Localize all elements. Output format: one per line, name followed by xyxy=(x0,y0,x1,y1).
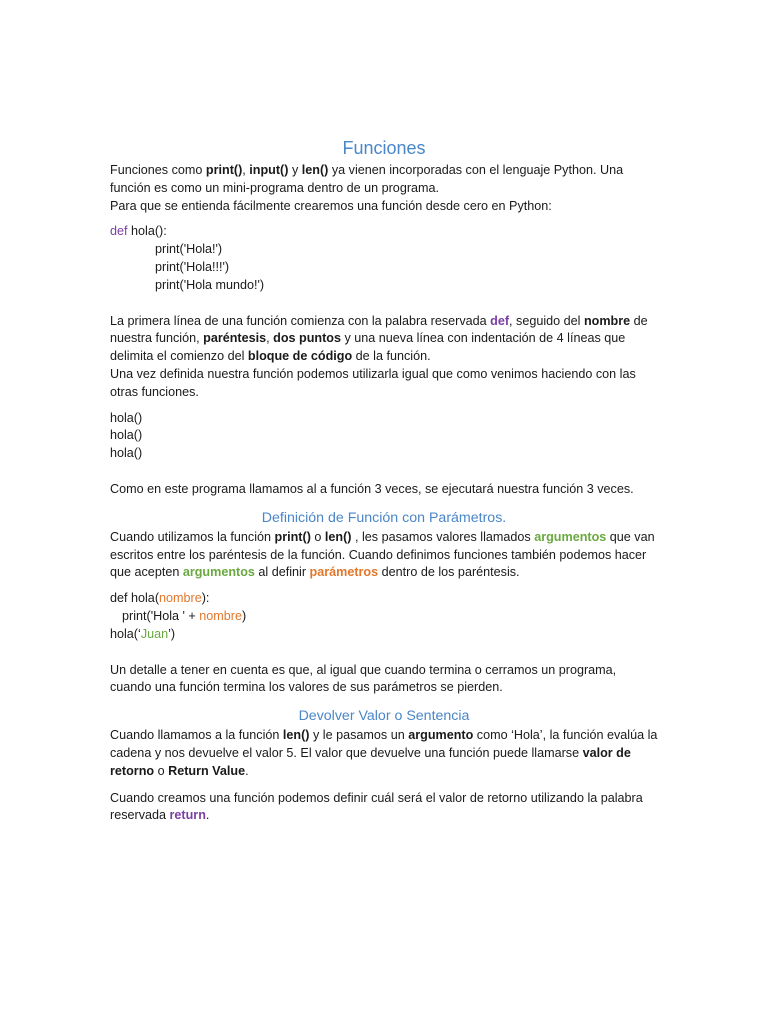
print-func: print() xyxy=(205,163,243,177)
code-line xyxy=(110,608,658,626)
code-block-1 xyxy=(110,223,658,294)
code-text: def hola( xyxy=(110,591,160,606)
paragraph-def-explanation xyxy=(110,313,658,366)
intro-text: ya vienen incorporadas con el lenguaje Python. Una función es como un mini-programa dentro de un programa. xyxy=(110,163,624,195)
body-text: Cuando utilizamos la función xyxy=(110,529,275,544)
body-text: , xyxy=(266,331,274,346)
code-line: hola() xyxy=(110,446,143,461)
bold-term: dos puntos xyxy=(273,331,341,346)
code-text: ) xyxy=(241,608,247,623)
body-text: que van escritos entre los paréntesis de la función. Cuando definimos funciones también podemos hacer que acepten xyxy=(110,529,655,580)
body-text: La primera línea de una función comienza con la palabra reservada xyxy=(110,313,491,328)
body-text: . xyxy=(245,763,249,778)
paragraph-return-keyword xyxy=(110,790,658,826)
bold-term: valor de retorno xyxy=(110,745,631,778)
bold-term: paréntesis xyxy=(203,331,267,346)
paragraph-parameters xyxy=(110,529,658,582)
param-name: nombre xyxy=(199,608,242,623)
code-text: ): xyxy=(201,591,210,606)
def-keyword: def xyxy=(490,313,510,328)
parametros-term: parámetros xyxy=(309,565,379,580)
code-line: print('Hola!') xyxy=(155,242,223,257)
code-line xyxy=(110,626,658,644)
section-heading-parameters: Definición de Función con Parámetros. xyxy=(261,509,507,526)
paragraph-scope: Un detalle a tener en cuenta es que, al igual que cuando termina o cerramos un programa, cuando una función termina los valores de sus parámetros se pierden. xyxy=(110,662,617,695)
intro-text: , xyxy=(242,163,250,177)
len-func: len() xyxy=(282,728,310,743)
bold-term: Return Value xyxy=(168,763,246,778)
paragraph-usage: Una vez definida nuestra función podemos utilizarla igual que como venimos haciendo con las otras funciones. xyxy=(110,366,636,399)
argumentos-term: argumentos xyxy=(534,529,607,544)
param-name: nombre xyxy=(159,591,202,606)
body-text: o xyxy=(154,763,169,778)
document-body xyxy=(110,136,658,825)
body-text: de nuestra función, xyxy=(110,313,648,346)
argument-value: Juan xyxy=(140,626,169,641)
body-text: de la función. xyxy=(352,349,431,364)
body-text: , seguido del xyxy=(509,313,584,328)
code-text: hola(): xyxy=(127,224,167,239)
code-text: print('Hola ' + xyxy=(122,608,200,623)
code-line: print('Hola!!!') xyxy=(155,259,230,274)
bold-term: bloque de código xyxy=(247,349,353,364)
paragraph-return-value xyxy=(110,727,658,780)
code-line xyxy=(110,590,658,608)
body-text: y una nueva línea con indentación de 4 líneas que delimita el comienzo del xyxy=(110,331,626,364)
len-func: len() xyxy=(324,529,352,544)
code-block-3 xyxy=(110,590,658,643)
body-text: o xyxy=(310,529,325,544)
intro-text: Funciones como xyxy=(110,163,206,177)
body-text: , les pasamos valores llamados xyxy=(351,529,535,544)
page-title: Funciones xyxy=(342,138,426,158)
code-line xyxy=(110,223,658,241)
code-text: ’) xyxy=(168,626,176,641)
bold-term: nombre xyxy=(583,313,631,328)
paragraph-calls: Como en este programa llamamos al a función 3 veces, se ejecutará nuestra función 3 veces. xyxy=(110,481,634,496)
body-text: como ‘Hola’, la función evalúa la cadena y nos devuelve el valor 5. El valor que devuelve una función puede llamarse xyxy=(110,728,658,760)
body-text: Cuando creamos una función podemos definir cuál será el valor de retorno utilizando la palabra reservada xyxy=(110,790,643,823)
return-keyword: return xyxy=(169,808,206,823)
body-text: Cuando llamamos a la función xyxy=(110,728,283,743)
body-text: dentro de los paréntesis. xyxy=(378,565,520,580)
body-text: y le pasamos un xyxy=(309,728,409,743)
code-line: hola() xyxy=(110,410,143,425)
code-text: hola(‘ xyxy=(110,626,141,641)
bold-term: argumento xyxy=(408,728,474,743)
code-block-2 xyxy=(110,410,658,463)
intro-paragraph-2: Para que se entienda fácilmente crearemos una función desde cero en Python: xyxy=(110,198,552,213)
print-func: print() xyxy=(274,529,311,544)
def-keyword: def xyxy=(110,224,128,239)
argumentos-term: argumentos xyxy=(182,565,255,580)
input-func: input() xyxy=(249,163,289,177)
intro-text: y xyxy=(288,163,302,177)
code-line: hola() xyxy=(110,428,143,443)
code-line: print('Hola mundo!') xyxy=(155,277,265,292)
body-text: al definir xyxy=(254,565,310,580)
len-func: len() xyxy=(301,163,329,177)
body-text: . xyxy=(205,808,210,823)
intro-paragraph xyxy=(110,162,658,198)
section-heading-return: Devolver Valor o Sentencia xyxy=(298,708,470,725)
